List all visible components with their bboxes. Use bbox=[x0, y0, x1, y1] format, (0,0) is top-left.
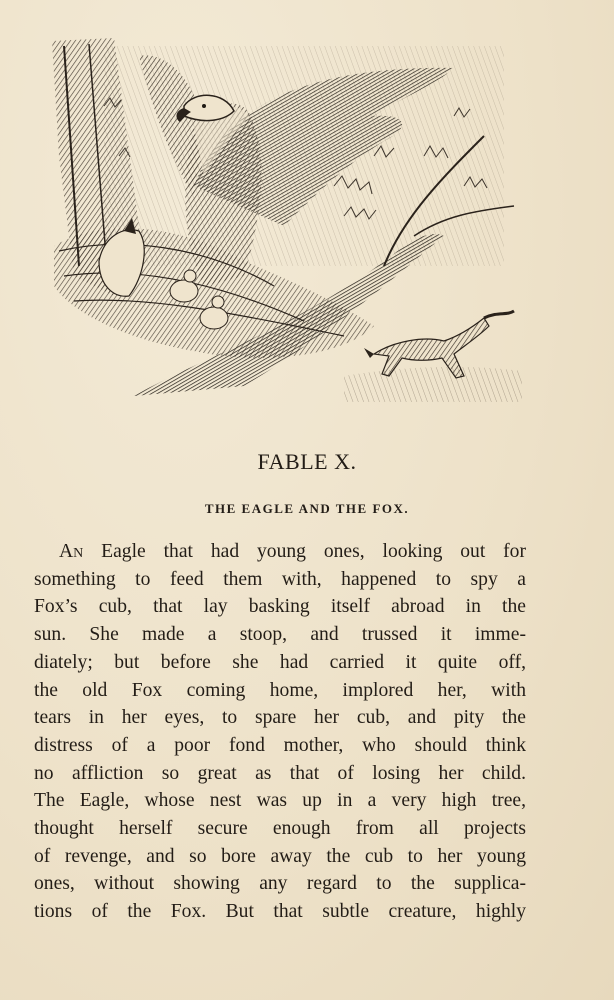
engraving-icon bbox=[44, 36, 522, 402]
body-line: ones, without showing any regard to the supplica- bbox=[34, 873, 526, 895]
body-line: Fox’s cub, that lay basking itself abroad in the bbox=[34, 596, 526, 618]
body-line: tions of the Fox. But that subtle creature, highly bbox=[34, 901, 526, 923]
body-line: An Eagle that had young ones, looking out for bbox=[59, 541, 526, 562]
fable-body bbox=[34, 538, 526, 926]
body-line: of revenge, and so bore away the cub to her young bbox=[34, 845, 526, 867]
body-line: distress of a poor fond mother, who should think bbox=[34, 734, 526, 756]
fable-title: THE EAGLE AND THE FOX. bbox=[204, 501, 410, 516]
eagle-fox-illustration bbox=[44, 36, 522, 402]
opening-word: An bbox=[59, 541, 84, 562]
body-line: something to feed them with, happened to spy a bbox=[34, 568, 526, 590]
fable-number: FABLE X. bbox=[257, 449, 357, 474]
body-line: the old Fox coming home, implored her, with bbox=[34, 679, 526, 701]
body-line: The Eagle, whose nest was up in a very high tree, bbox=[34, 790, 526, 812]
body-line: no affliction so great as that of losing her child. bbox=[34, 762, 526, 784]
body-line: tears in her eyes, to spare her cub, and pity the bbox=[34, 707, 526, 729]
body-line: sun. She made a stoop, and trussed it imme- bbox=[34, 624, 526, 646]
body-line: diately; but before she had carried it quite off, bbox=[34, 651, 526, 673]
body-line: thought herself secure enough from all projects bbox=[34, 818, 526, 840]
